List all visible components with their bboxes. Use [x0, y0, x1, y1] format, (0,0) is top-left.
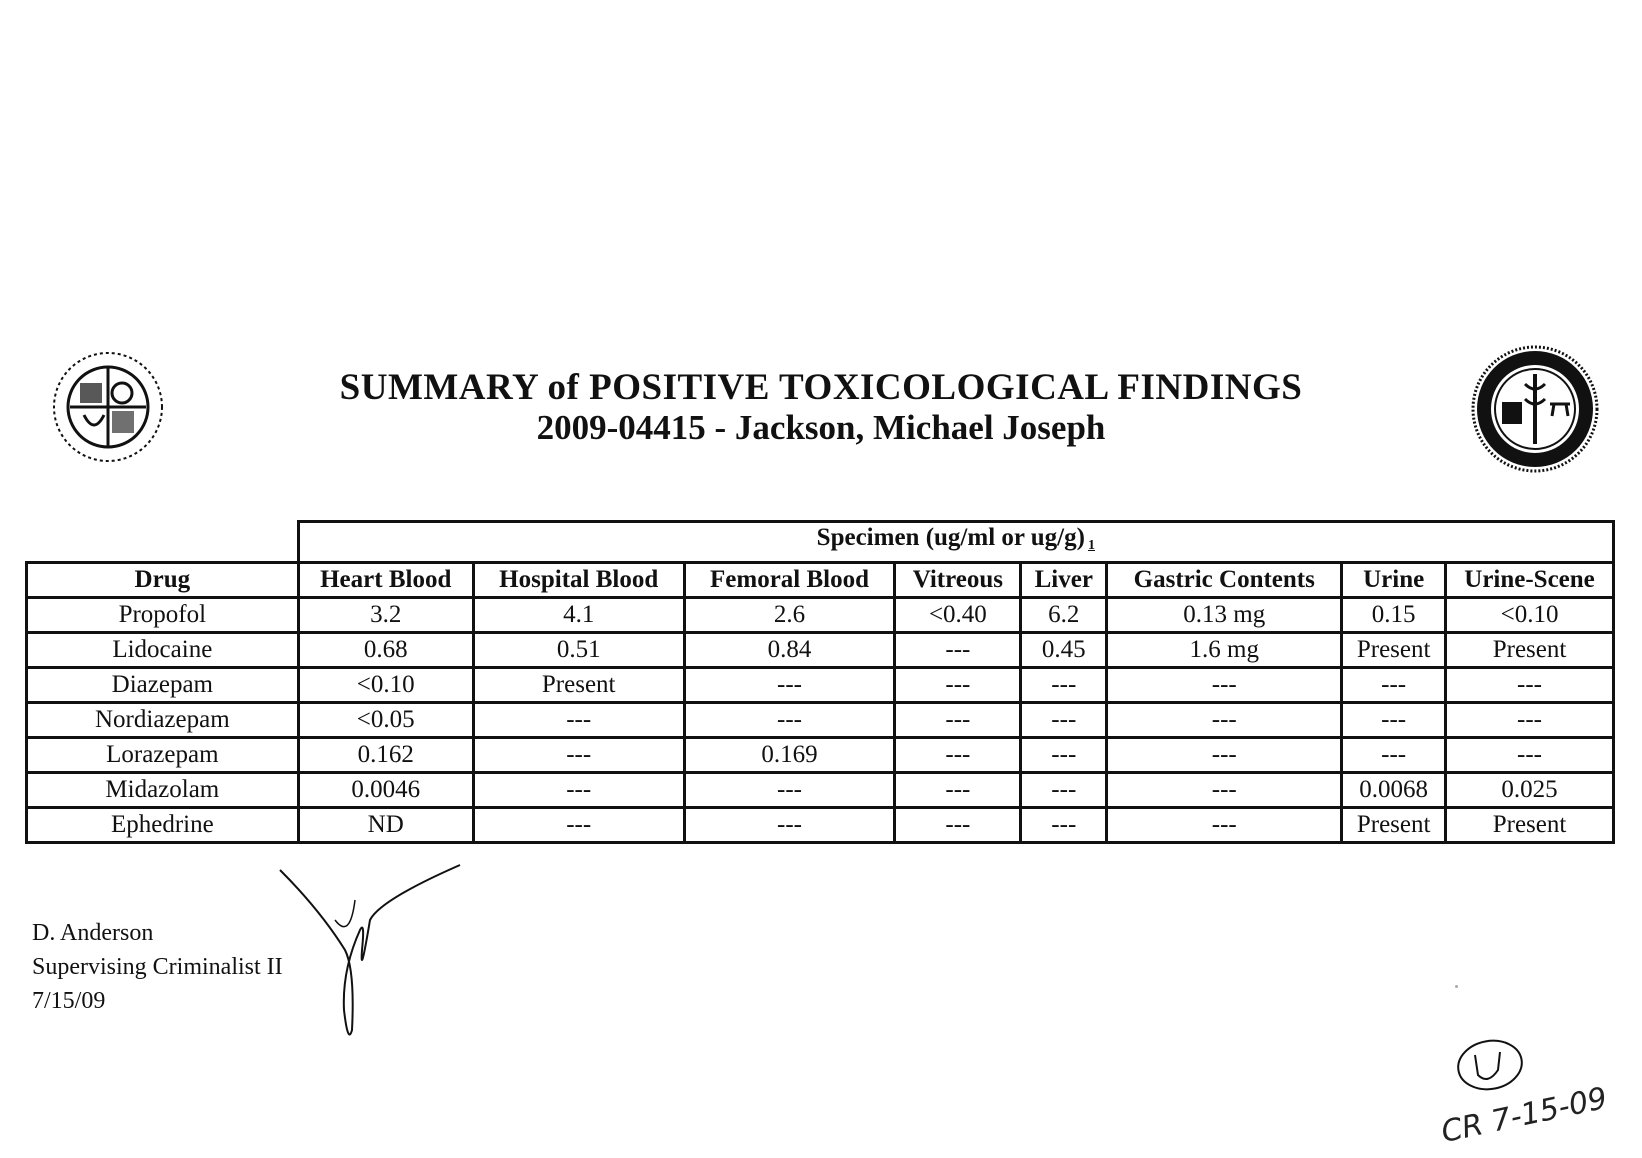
table-cell: 6.2 — [1021, 598, 1107, 633]
table-cell: --- — [1107, 703, 1342, 738]
table-cell: Present — [1342, 808, 1446, 843]
table-cell: 0.68 — [298, 633, 473, 668]
signature-block — [32, 916, 283, 1018]
table-cell: 0.0068 — [1342, 773, 1446, 808]
table-cell: --- — [684, 668, 895, 703]
table-row — [27, 808, 1614, 843]
specimen-header: Specimen (ug/ml or ug/g) $_1$ — [298, 522, 1613, 563]
table-cell: --- — [684, 773, 895, 808]
drug-header: Drug — [27, 563, 299, 598]
drug-name: Lorazepam — [27, 738, 299, 773]
table-cell: 3.2 — [298, 598, 473, 633]
table-row — [27, 703, 1614, 738]
table-cell: --- — [473, 808, 684, 843]
table-cell: --- — [1107, 738, 1342, 773]
page-title: SUMMARY of POSITIVE TOXICOLOGICAL FINDINGS — [339, 367, 1303, 408]
table-cell: --- — [895, 668, 1021, 703]
table-cell: --- — [1342, 738, 1446, 773]
table-row — [27, 633, 1614, 668]
handwritten-signature-icon — [260, 860, 510, 1050]
table-row — [27, 668, 1614, 703]
table-cell: <0.10 — [298, 668, 473, 703]
table-cell: --- — [1446, 668, 1614, 703]
table-cell: 0.84 — [684, 633, 895, 668]
table-cell: Present — [1446, 633, 1614, 668]
table-cell: --- — [473, 738, 684, 773]
specimen-footnote: 1 — [1087, 538, 1095, 553]
table-cell: 0.51 — [473, 633, 684, 668]
table-cell: Present — [1446, 808, 1614, 843]
table-cell: --- — [1446, 738, 1614, 773]
table-cell: --- — [895, 703, 1021, 738]
column-header-row — [27, 563, 1614, 598]
column-header: Gastric Contents — [1107, 563, 1342, 598]
table-cell: ND — [298, 808, 473, 843]
table-cell: <0.05 — [298, 703, 473, 738]
specimen-header-row — [27, 522, 1614, 563]
table-cell: --- — [1107, 773, 1342, 808]
table-cell: --- — [1021, 773, 1107, 808]
table-cell: 1.6 mg — [1107, 633, 1342, 668]
table-cell: <0.10 — [1446, 598, 1614, 633]
table-cell: <0.40 — [895, 598, 1021, 633]
table-cell: --- — [1021, 738, 1107, 773]
table-cell: 0.45 — [1021, 633, 1107, 668]
column-header: Liver — [1021, 563, 1107, 598]
table-cell: 4.1 — [473, 598, 684, 633]
table-cell: --- — [1021, 668, 1107, 703]
table-cell: --- — [1107, 808, 1342, 843]
table-cell: --- — [684, 703, 895, 738]
table-cell: --- — [1342, 668, 1446, 703]
scan-speck — [1455, 985, 1458, 988]
table-cell: --- — [895, 808, 1021, 843]
table-row — [27, 598, 1614, 633]
drug-name: Ephedrine — [27, 808, 299, 843]
table-cell: Present — [473, 668, 684, 703]
column-header: Heart Blood — [298, 563, 473, 598]
drug-name: Nordiazepam — [27, 703, 299, 738]
table-cell: --- — [473, 703, 684, 738]
table-cell: Present — [1342, 633, 1446, 668]
drug-name: Midazolam — [27, 773, 299, 808]
table-cell: 0.169 — [684, 738, 895, 773]
table-cell: --- — [895, 633, 1021, 668]
table-cell: --- — [1021, 703, 1107, 738]
table-row — [27, 738, 1614, 773]
table-cell: 0.025 — [1446, 773, 1614, 808]
case-subtitle: 2009-04415 - Jackson, Michael Joseph — [536, 408, 1106, 447]
column-header: Vitreous — [895, 563, 1021, 598]
table-cell: 0.13 mg — [1107, 598, 1342, 633]
table-cell: --- — [895, 773, 1021, 808]
table-cell: --- — [684, 808, 895, 843]
table-cell: 0.0046 — [298, 773, 473, 808]
drug-name: Propofol — [27, 598, 299, 633]
table-cell: --- — [1342, 703, 1446, 738]
table-cell: --- — [895, 738, 1021, 773]
table-cell: 0.15 — [1342, 598, 1446, 633]
drug-name: Lidocaine — [27, 633, 299, 668]
column-header: Femoral Blood — [684, 563, 895, 598]
table-cell: --- — [1446, 703, 1614, 738]
table-row — [27, 773, 1614, 808]
handwritten-date: CR 7-15-09 — [1438, 1080, 1611, 1151]
table-cell: --- — [1021, 808, 1107, 843]
signer-name: D. Anderson — [32, 920, 154, 946]
drug-name: Diazepam — [27, 668, 299, 703]
column-header: Urine — [1342, 563, 1446, 598]
table-cell: --- — [1107, 668, 1342, 703]
signer-role: Supervising Criminalist II — [32, 954, 283, 980]
signature-date: 7/15/09 — [32, 988, 106, 1014]
column-header: Urine-Scene — [1446, 563, 1614, 598]
toxicology-table — [25, 520, 1615, 844]
table-cell: 2.6 — [684, 598, 895, 633]
table-cell: 0.162 — [298, 738, 473, 773]
column-header: Hospital Blood — [473, 563, 684, 598]
table-cell: --- — [473, 773, 684, 808]
